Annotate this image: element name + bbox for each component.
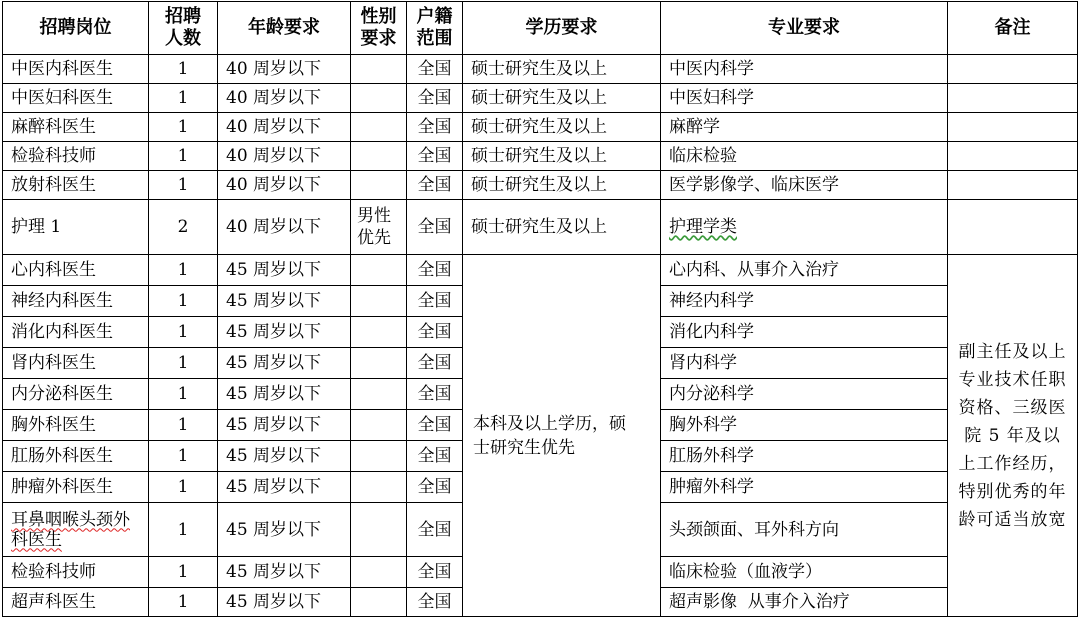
cell-major-wrap — [661, 200, 948, 255]
cell-age: 40 周岁以下 — [218, 200, 351, 255]
cell-hukou: 全国 — [407, 557, 463, 588]
cell-count: 1 — [149, 410, 218, 441]
cell-position: 胸外科医生 — [3, 410, 149, 441]
cell-position: 超声科医生 — [3, 588, 149, 617]
table-row — [3, 113, 1078, 142]
cell-gender — [351, 55, 407, 84]
cell-age: 45 周岁以下 — [218, 557, 351, 588]
cell-gender — [351, 472, 407, 503]
cell-count: 1 — [149, 142, 218, 171]
cell-hukou: 全国 — [407, 142, 463, 171]
cell-hukou: 全国 — [407, 84, 463, 113]
cell-count: 1 — [149, 317, 218, 348]
cell-count: 1 — [149, 348, 218, 379]
table-row — [3, 55, 1078, 84]
cell-gender — [351, 317, 407, 348]
cell-gender — [351, 557, 407, 588]
cell-position: 内分泌科医生 — [3, 379, 149, 410]
header-age: 年龄要求 — [218, 2, 351, 55]
cell-major: 临床检验 — [661, 142, 948, 171]
cell-age: 45 周岁以下 — [218, 286, 351, 317]
cell-count: 1 — [149, 379, 218, 410]
cell-position: 心内科医生 — [3, 255, 149, 286]
header-hukou: 户籍 范围 — [407, 2, 463, 55]
cell-education: 硕士研究生及以上 — [463, 84, 661, 113]
cell-position: 检验科技师 — [3, 557, 149, 588]
cell-age: 45 周岁以下 — [218, 503, 351, 557]
cell-major: 头颈颌面、耳外科方向 — [661, 503, 948, 557]
cell-gender — [351, 410, 407, 441]
cell-age: 45 周岁以下 — [218, 317, 351, 348]
cell-education: 硕士研究生及以上 — [463, 200, 661, 255]
cell-position: 神经内科医生 — [3, 286, 149, 317]
cell-education: 硕士研究生及以上 — [463, 55, 661, 84]
cell-hukou: 全国 — [407, 171, 463, 200]
cell-gender — [351, 348, 407, 379]
cell-count: 1 — [149, 441, 218, 472]
cell-note — [948, 142, 1078, 171]
cell-count: 1 — [149, 55, 218, 84]
cell-gender — [351, 286, 407, 317]
cell-gender — [351, 255, 407, 286]
cell-major: 中医妇科学 — [661, 84, 948, 113]
cell-count: 1 — [149, 113, 218, 142]
cell-major: 中医内科学 — [661, 55, 948, 84]
cell-hukou: 全国 — [407, 113, 463, 142]
cell-position-wrap — [3, 503, 149, 557]
cell-hukou: 全国 — [407, 286, 463, 317]
cell-hukou: 全国 — [407, 55, 463, 84]
cell-education: 硕士研究生及以上 — [463, 142, 661, 171]
cell-gender — [351, 441, 407, 472]
cell-major: 临床检验（血液学） — [661, 557, 948, 588]
cell-major: 麻醉学 — [661, 113, 948, 142]
cell-major: 心内科、从事介入治疗 — [661, 255, 948, 286]
cell-gender — [351, 503, 407, 557]
cell-position: 肾内科医生 — [3, 348, 149, 379]
cell-major: 医学影像学、临床医学 — [661, 171, 948, 200]
cell-count: 1 — [149, 255, 218, 286]
cell-note — [948, 171, 1078, 200]
cell-position: 耳鼻咽喉头颈外科医生 — [11, 509, 130, 550]
cell-position: 中医妇科医生 — [3, 84, 149, 113]
cell-note — [948, 55, 1078, 84]
cell-major: 肿瘤外科学 — [661, 472, 948, 503]
cell-count: 1 — [149, 286, 218, 317]
header-notes: 备注 — [948, 2, 1078, 55]
cell-age: 45 周岁以下 — [218, 255, 351, 286]
cell-note — [948, 84, 1078, 113]
cell-count: 1 — [149, 588, 218, 617]
cell-count: 1 — [149, 84, 218, 113]
cell-age: 40 周岁以下 — [218, 171, 351, 200]
cell-hukou: 全国 — [407, 503, 463, 557]
cell-position: 放射科医生 — [3, 171, 149, 200]
cell-age: 40 周岁以下 — [218, 84, 351, 113]
header-gender: 性别 要求 — [351, 2, 407, 55]
cell-major: 护理学类 — [669, 217, 737, 237]
cell-position: 检验科技师 — [3, 142, 149, 171]
cell-note — [948, 113, 1078, 142]
cell-position: 消化内科医生 — [3, 317, 149, 348]
cell-hukou: 全国 — [407, 317, 463, 348]
cell-count: 1 — [149, 557, 218, 588]
table-row — [3, 200, 1078, 255]
cell-position: 中医内科医生 — [3, 55, 149, 84]
cell-age: 45 周岁以下 — [218, 379, 351, 410]
table-row — [3, 171, 1078, 200]
cell-gender — [351, 171, 407, 200]
cell-age: 45 周岁以下 — [218, 410, 351, 441]
cell-gender — [351, 142, 407, 171]
cell-hukou: 全国 — [407, 255, 463, 286]
cell-age: 45 周岁以下 — [218, 472, 351, 503]
cell-count: 2 — [149, 200, 218, 255]
cell-education: 硕士研究生及以上 — [463, 171, 661, 200]
cell-hukou: 全国 — [407, 410, 463, 441]
cell-position: 肿瘤外科医生 — [3, 472, 149, 503]
cell-hukou: 全国 — [407, 379, 463, 410]
cell-gender — [351, 84, 407, 113]
cell-major: 胸外科学 — [661, 410, 948, 441]
cell-gender — [351, 379, 407, 410]
cell-hukou: 全国 — [407, 200, 463, 255]
cell-age: 40 周岁以下 — [218, 113, 351, 142]
cell-hukou: 全国 — [407, 348, 463, 379]
cell-major: 神经内科学 — [661, 286, 948, 317]
cell-hukou: 全国 — [407, 441, 463, 472]
cell-age: 45 周岁以下 — [218, 348, 351, 379]
cell-education: 硕士研究生及以上 — [463, 113, 661, 142]
cell-major: 肾内科学 — [661, 348, 948, 379]
cell-position: 护理 1 — [3, 200, 149, 255]
cell-major: 内分泌科学 — [661, 379, 948, 410]
cell-major: 超声影像 从事介入治疗 — [661, 588, 948, 617]
cell-education-merged: 本科及以上学历，硕士研究生优先 — [463, 255, 661, 617]
table-row — [3, 255, 1078, 286]
cell-age: 40 周岁以下 — [218, 142, 351, 171]
cell-count: 1 — [149, 171, 218, 200]
header-education: 学历要求 — [463, 2, 661, 55]
table-row — [3, 84, 1078, 113]
cell-position: 麻醉科医生 — [3, 113, 149, 142]
cell-note-merged: 副主任及以上专业技术任职资格、三级医院 5 年及以上工作经历，特别优秀的年龄可适当放宽 — [948, 255, 1078, 617]
recruitment-table — [2, 1, 1078, 617]
cell-count: 1 — [149, 472, 218, 503]
cell-major: 肛肠外科学 — [661, 441, 948, 472]
cell-gender: 男性优先 — [351, 200, 407, 255]
cell-count: 1 — [149, 503, 218, 557]
table-row — [3, 142, 1078, 171]
cell-note — [948, 200, 1078, 255]
header-major: 专业要求 — [661, 2, 948, 55]
cell-position: 肛肠外科医生 — [3, 441, 149, 472]
header-count: 招聘 人数 — [149, 2, 218, 55]
cell-major: 消化内科学 — [661, 317, 948, 348]
cell-age: 40 周岁以下 — [218, 55, 351, 84]
cell-age: 45 周岁以下 — [218, 588, 351, 617]
cell-gender — [351, 588, 407, 617]
header-position: 招聘岗位 — [3, 2, 149, 55]
cell-hukou: 全国 — [407, 472, 463, 503]
header-row — [3, 2, 1078, 55]
cell-hukou: 全国 — [407, 588, 463, 617]
cell-gender — [351, 113, 407, 142]
cell-age: 45 周岁以下 — [218, 441, 351, 472]
